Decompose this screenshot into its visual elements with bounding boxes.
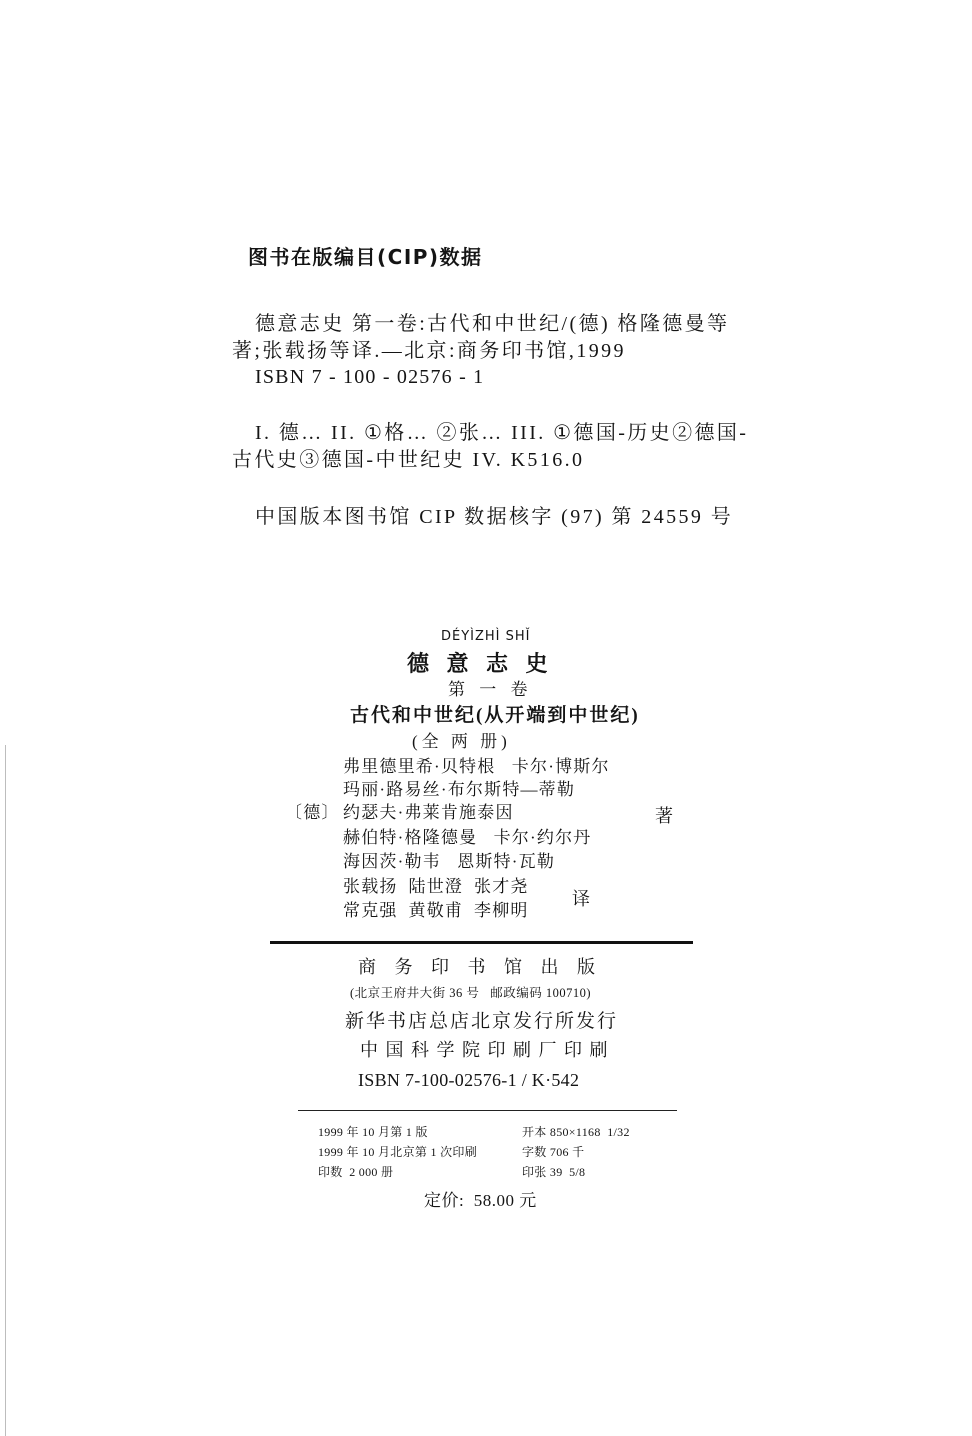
translator-line: 常克强 黄敬甫 李柳明 bbox=[343, 901, 529, 920]
distributor: 新华书店总店北京发行所发行 bbox=[345, 1011, 619, 1032]
cip-record-line-1: 德意志史 第一卷:古代和中世纪/(德) 格隆德曼等 bbox=[255, 313, 730, 335]
publisher-isbn: ISBN 7-100-02576-1 / K·542 bbox=[358, 1070, 580, 1090]
scan-edge-line bbox=[5, 745, 6, 1436]
thick-divider bbox=[270, 941, 693, 944]
translator-line: 张载扬 陆世澄 张才尧 bbox=[343, 877, 529, 896]
thin-divider bbox=[298, 1110, 677, 1111]
author-role-label: 著 bbox=[655, 806, 673, 826]
printer: 中 国 科 学 院 印 刷 厂 印 刷 bbox=[360, 1040, 609, 1060]
author-line: 玛丽·路易丝·布尔斯特—蒂勒 bbox=[343, 780, 576, 799]
cip-heading: 图书在版编目(CIP)数据 bbox=[248, 245, 483, 269]
sheets-info: 印张 39 5/8 bbox=[522, 1165, 586, 1179]
cip-subject-line-1: I. 德… II. ①格… ②张… III. ①德国-历史②德国- bbox=[255, 422, 749, 444]
publisher-address: (北京王府井大街 36 号 邮政编码 100710) bbox=[350, 986, 592, 1000]
cip-isbn: ISBN 7 - 100 - 02576 - 1 bbox=[255, 366, 485, 388]
format-info: 开本 850×1168 1/32 bbox=[522, 1125, 630, 1139]
title-pinyin: DÉYÌZHÌ SHǏ bbox=[441, 629, 531, 644]
book-title: 德 意 志 史 bbox=[407, 651, 554, 676]
book-subtitle: 古代和中世纪(从开端到中世纪) bbox=[350, 705, 640, 726]
publisher-name: 商 务 印 书 馆 出 版 bbox=[358, 957, 602, 977]
print-run-info: 印数 2 000 册 bbox=[318, 1165, 394, 1179]
edition-info: 1999 年 10 月第 1 版 bbox=[318, 1125, 428, 1139]
cip-record-line-2: 著;张载扬等译.—北京:商务印书馆,1999 bbox=[232, 340, 626, 362]
author-line: 约瑟夫·弗莱肯施泰因 bbox=[343, 803, 514, 822]
author-nationality: 〔德〕 bbox=[285, 803, 340, 822]
translator-role-label: 译 bbox=[572, 889, 590, 909]
author-line: 海因茨·勒韦 恩斯特·瓦勒 bbox=[343, 852, 556, 871]
cip-subject-line-2: 古代史③德国-中世纪史 IV. K516.0 bbox=[232, 449, 585, 471]
author-line: 赫伯特·格隆德曼 卡尔·约尔丹 bbox=[343, 828, 592, 847]
author-line: 弗里德里希·贝特根 卡尔·博斯尔 bbox=[343, 757, 610, 776]
set-note: (全 两 册) bbox=[412, 732, 511, 751]
cip-verification-number: 中国版本图书馆 CIP 数据核字 (97) 第 24559 号 bbox=[255, 506, 734, 528]
price: 定价: 58.00 元 bbox=[424, 1191, 537, 1210]
impression-info: 1999 年 10 月北京第 1 次印刷 bbox=[318, 1145, 478, 1159]
word-count-info: 字数 706 千 bbox=[522, 1145, 585, 1159]
volume-label: 第 一 卷 bbox=[448, 680, 533, 699]
